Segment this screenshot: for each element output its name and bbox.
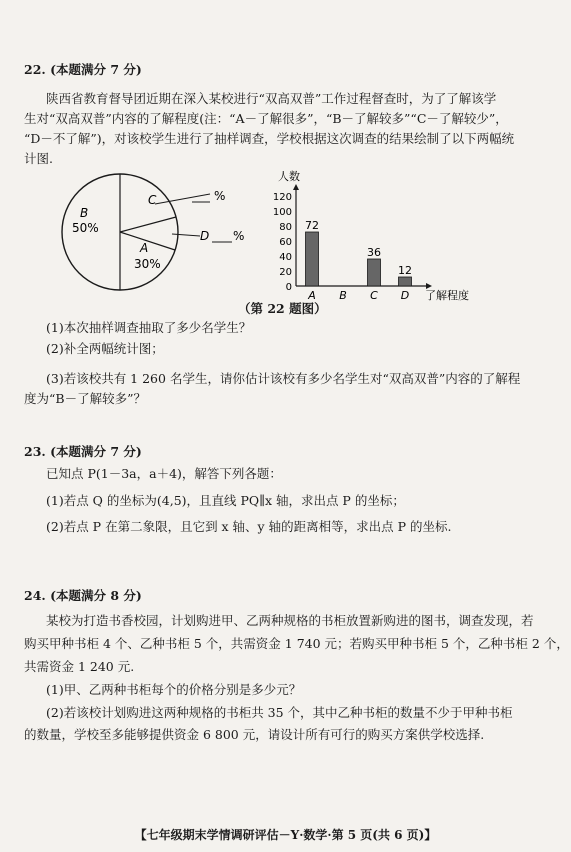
q24-sub1: (1)甲、乙两种书柜每个的价格分别是多少元？ [46,682,302,697]
bar-value-label: 72 [305,219,319,232]
pie-label-a: A [140,241,149,255]
q22-text-2: 生对“双高双普”内容的了解程度(注：“A－了解很多”，“B－了解较多”“C－了解较少”， [24,111,508,126]
q22-sub1: (1)本次抽样调查抽取了多少名学生？ [46,320,252,335]
x-axis-label: 了解程度 [425,289,469,302]
q24-header: 24. (本题满分 8 分) [24,588,142,603]
y-tick-label: 100 [272,207,292,218]
q24-text-1: 某校为打造书香校园，计划购进甲、乙两种规格的书柜放置新购进的图书，调查发现，若 [46,613,534,628]
q22-sub3-b: 度为“B－了解较多”？ [24,391,146,406]
page-footer: 【七年级期末学情调研评估－Y·数学·第 5 页(共 6 页)】 [134,828,437,842]
x-tick-label: B [339,289,347,302]
q23-header: 23. (本题满分 7 分) [24,444,142,459]
y-tick-label: 60 [279,237,292,248]
bar-chart [262,168,482,303]
q24-text-3: 共需资金 1 240 元. [24,659,135,674]
bar-value-label: 12 [398,264,412,277]
pie-pct-c: % [214,189,226,203]
q22-text-1: 陕西省教育督导团近期在深入某校进行“双高双普”工作过程督查时，为了了解该学 [46,91,497,106]
pie-divider-cd [120,217,176,232]
pie-label-d: D [200,229,210,243]
q22-text-4: 计图. [24,151,53,166]
x-tick-label: C [370,289,378,302]
bar-value-label: 36 [367,246,381,259]
bar-a [306,232,319,286]
y-axis-label: 人数 [278,170,300,183]
q24-sub2-b: 的数量，学校至多能够提供资金 6 800 元，请设计所有可行的购买方案供学校选择. [24,727,485,742]
q22-sub3-a: (3)若该校共有 1 260 名学生，请你估计该校有多少名学生对“双高双普”内容的了解程 [46,371,521,386]
bar-d [399,277,412,286]
q22-header: 22. (本题满分 7 分) [24,62,142,77]
q22-figure-caption: （第 22 题图） [238,301,327,316]
y-tick-label: 0 [285,282,292,293]
pie-pct-d: % [233,229,245,243]
x-tick-label: D [400,289,410,302]
y-tick-label: 40 [279,252,292,263]
q24-sub2-a: (2)若该校计划购进这两种规格的书柜共 35 个，其中乙种书柜的数量不少于甲种书柜 [46,705,513,720]
y-tick-label: 80 [279,222,292,233]
y-tick-label: 120 [272,192,292,203]
pie-label-b: B [80,206,89,220]
q23-text-1: 已知点 P(1－3a，a＋4)，解答下列各题： [46,466,282,481]
q22-text-3: “D－不了解”)，对该校学生进行了抽样调查，学校根据这次调查的结果绘制了以下两幅统 [24,131,515,146]
bar-c [368,259,381,286]
pie-chart [60,172,260,292]
q23-sub2: (2)若点 P 在第二象限，且它到 x 轴、y 轴的距离相等，求出点 P 的坐标. [46,519,452,534]
y-axis-arrow [293,184,299,190]
q22-sub2: (2)补全两幅统计图； [46,341,164,356]
pie-pct-b: 50% [72,221,99,235]
pie-label-c: C [148,193,157,207]
pie-pct-a: 30% [134,257,161,271]
q24-text-2: 购买甲种书柜 4 个、乙种书柜 5 个，共需资金 1 740 元；若购买甲种书柜 5 个，乙种书柜 2 个， [24,636,569,651]
x-tick-label: A [308,289,316,302]
pie-leader-d [172,234,200,236]
q23-sub1: (1)若点 Q 的坐标为(4,5)，且直线 PQ∥x 轴，求出点 P 的坐标； [46,493,405,508]
y-tick-label: 20 [279,267,292,278]
